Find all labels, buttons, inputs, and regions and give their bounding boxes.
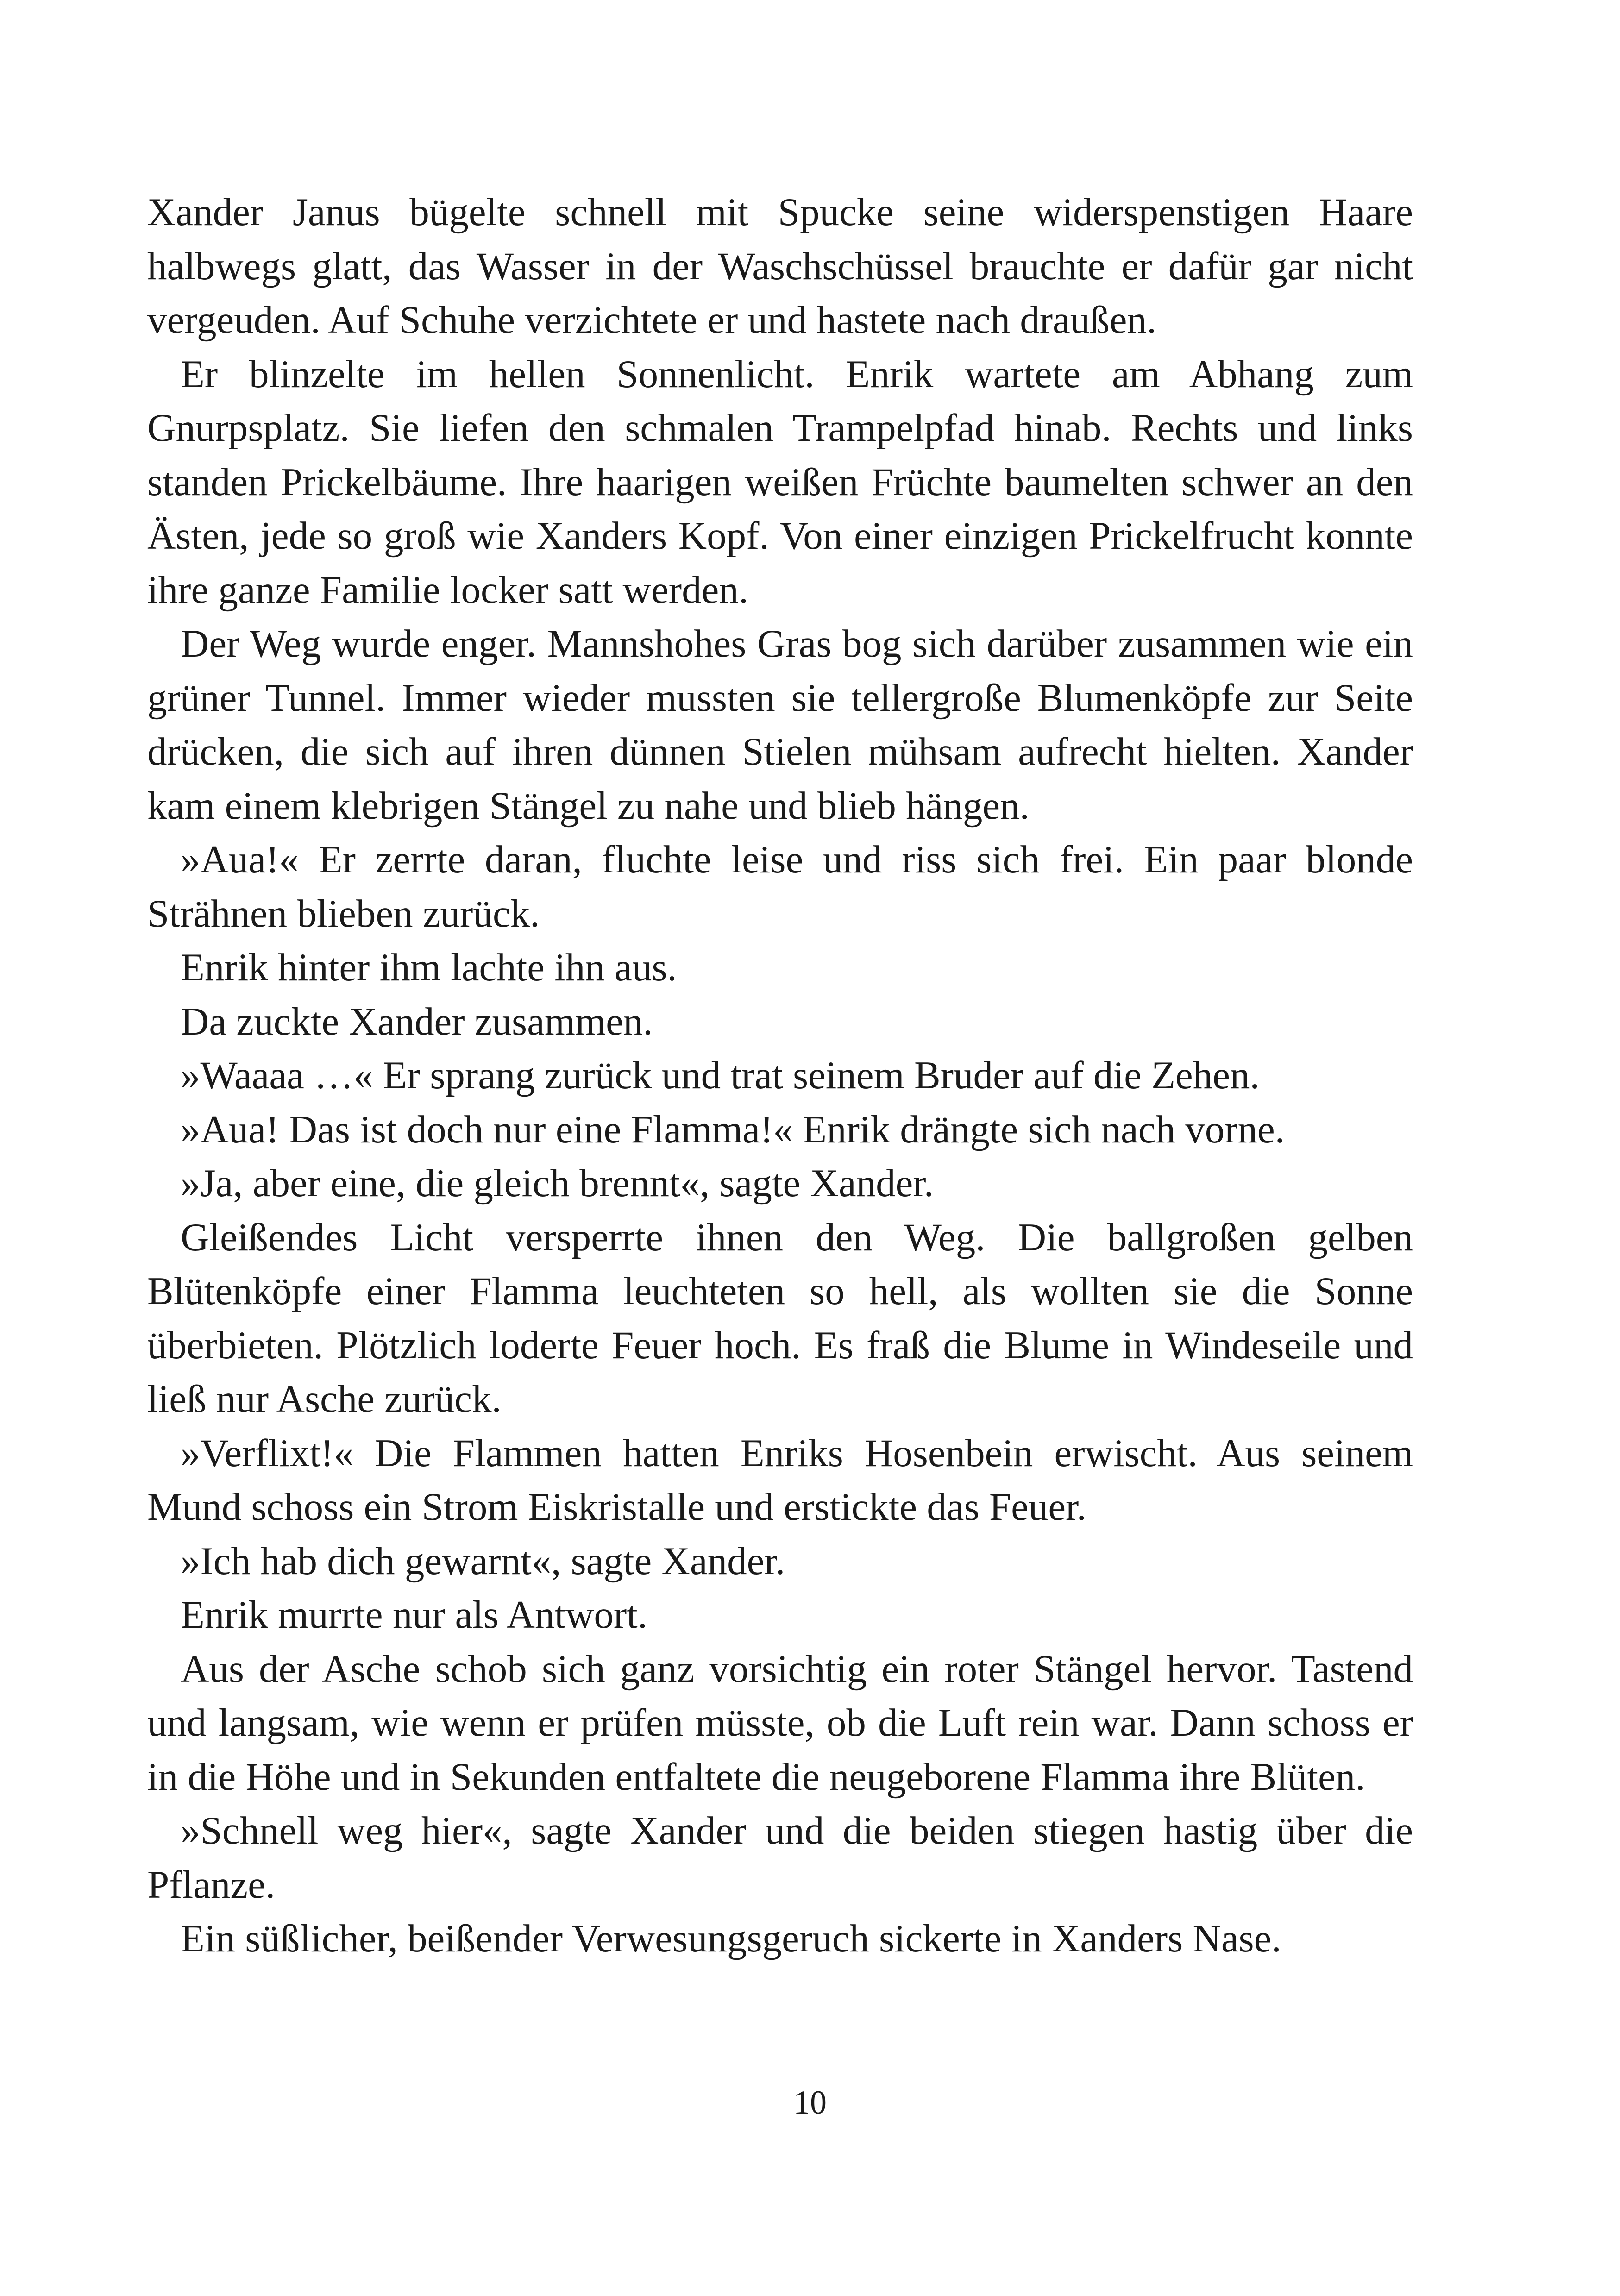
paragraph: Da zuckte Xander zusammen. xyxy=(181,999,653,1043)
paragraph: Aus der Asche schob sich ganz vorsichtig ein roter Stängel hervor. Tastend und langsam, wie wenn er prüfen müsste, ob die Luft rein war. Dann schoss er in die Höhe und in Sekunden entfaltete die neugeborene Flamma ihre Blüten. xyxy=(147,1647,1413,1799)
page-number: 10 xyxy=(793,2084,827,2121)
paragraph: »Aua! Das ist doch nur eine Flamma!« Enrik drängte sich nach vorne. xyxy=(181,1107,1285,1151)
paragraph: »Waaaa …« Er sprang zurück und trat seinem Bruder auf die Zehen. xyxy=(181,1054,1260,1097)
page-body xyxy=(147,185,1413,1966)
paragraph: Er blinzelte im hellen Sonnenlicht. Enrik wartete am Abhang zum Gnurpsplatz. Sie liefen den schmalen Trampelpfad hinab. Rechts und links standen Prickelbäume. Ihre haarigen weißen Früchte baumelten schwer an den Ästen, jede so groß wie Xanders Kopf. Von einer einzigen Prickelfrucht konnte ihre ganze Familie locker satt werden. xyxy=(147,352,1413,612)
paragraph: »Verflixt!« Die Flammen hatten Enriks Hosenbein erwischt. Aus seinem Mund schoss ein Strom Eiskristalle und erstickte das Feuer. xyxy=(147,1431,1413,1529)
paragraph: Xander Janus bügelte schnell mit Spucke seine widerspenstigen Haare halbwegs glatt, das Wasser in der Waschschüssel brauchte er dafür gar nicht vergeuden. Auf Schuhe verzichtete er und hastete nach draußen. xyxy=(147,190,1413,342)
paragraph: »Aua!« Er zerrte daran, fluchte leise und riss sich frei. Ein paar blonde Strähnen blieben zurück. xyxy=(147,838,1413,935)
paragraph: »Ja, aber eine, die gleich brennt«, sagte Xander. xyxy=(181,1161,934,1205)
paragraph: »Schnell weg hier«, sagte Xander und die beiden stiegen hastig über die Pflanze. xyxy=(147,1809,1413,1907)
paragraph: Gleißendes Licht versperrte ihnen den Weg. Die ballgroßen gelben Blütenköpfe einer Flamma leuchteten so hell, als wollten sie die Sonne überbieten. Plötzlich loderte Feuer hoch. Es fraß die Blume in Windeseile und ließ nur Asche zurück. xyxy=(147,1215,1413,1421)
paragraph: Enrik hinter ihm lachte ihn aus. xyxy=(181,946,677,989)
paragraph: Ein süßlicher, beißender Verwesungsgeruch sickerte in Xanders Nase. xyxy=(181,1917,1281,1960)
paragraph: Der Weg wurde enger. Mannshohes Gras bog sich darüber zusammen wie ein grüner Tunnel. Immer wieder mussten sie tellergroße Blumenköpfe zur Seite drücken, die sich auf ihren dünnen Stielen mühsam aufrecht hielten. Xander kam einem klebrigen Stängel zu nahe und blieb hängen. xyxy=(147,622,1413,828)
paragraph: Enrik murrte nur als Antwort. xyxy=(181,1593,648,1637)
paragraph: »Ich hab dich gewarnt«, sagte Xander. xyxy=(181,1539,785,1583)
